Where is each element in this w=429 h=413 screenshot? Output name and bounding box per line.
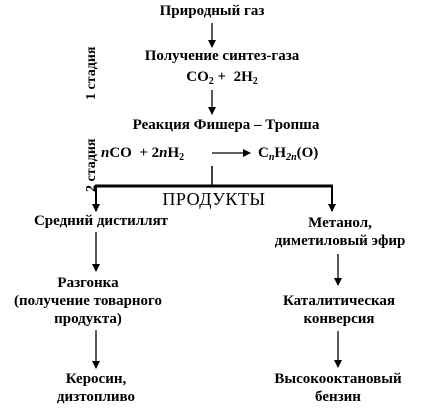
node-distillation: [14, 274, 162, 328]
formula-ft-c: C: [258, 145, 269, 161]
formula-syngas: [186, 69, 257, 86]
formula-syngas-h-sub: 2: [252, 76, 258, 87]
formula-syngas-h: + 2H: [213, 69, 253, 85]
formula-ft-h-sub: 2: [179, 152, 185, 163]
formula-ft-h2-sub: 2n: [286, 152, 297, 163]
node-products: ПРОДУКТЫ: [162, 189, 266, 209]
node-methanol-line-2: диметиловый эфир: [274, 233, 406, 249]
formula-ft-o: (O): [296, 145, 319, 161]
formula-syngas-co-sub: 2: [208, 76, 214, 87]
formula-ft-co: CO + 2: [109, 145, 160, 161]
node-high-octane: [274, 370, 401, 406]
node-fischer-tropsch-title: Реакция Фишера – Тропша: [132, 117, 320, 133]
formula-ft-c-sub: n: [268, 152, 275, 163]
formula-ft-n2: n: [159, 145, 168, 161]
node-catalytic-conversion: [283, 292, 395, 328]
node-natural-gas: Природный газ: [159, 3, 265, 19]
node-kerosene-line-1: Керосин,: [65, 371, 127, 387]
node-distillation-line-3: продукта): [54, 311, 122, 327]
node-distillation-line-1: Разгонка: [57, 275, 119, 291]
node-high-octane-line-2: бензин: [315, 389, 361, 405]
node-kerosene-line-2: дизтопливо: [56, 389, 136, 405]
formula-syngas-co: CO: [186, 69, 209, 85]
formula-ft-h: H: [167, 145, 180, 161]
node-middle-distillate: Средний дистиллят: [33, 213, 169, 229]
formula-ft-h2: H: [274, 145, 287, 161]
formula-ft-n1: n: [101, 145, 110, 161]
node-distillation-line-2: (получение товарного: [14, 293, 162, 309]
node-methanol-line-1: Метанол,: [308, 215, 372, 231]
node-high-octane-line-1: Высокооктановый: [274, 371, 402, 387]
formula-ft-right: [258, 145, 318, 162]
formula-ft-left: [101, 145, 184, 162]
stage-1-label: 1 стадия: [84, 46, 99, 100]
node-methanol: [275, 214, 406, 250]
node-syngas-title: Получение синтез-газа: [144, 48, 300, 64]
node-kerosene: [57, 370, 135, 406]
node-catalytic-conversion-line-1: Каталитическая: [282, 293, 396, 309]
stage-2-label: 2 стадия: [84, 138, 99, 192]
node-catalytic-conversion-line-2: конверсия: [303, 311, 375, 327]
